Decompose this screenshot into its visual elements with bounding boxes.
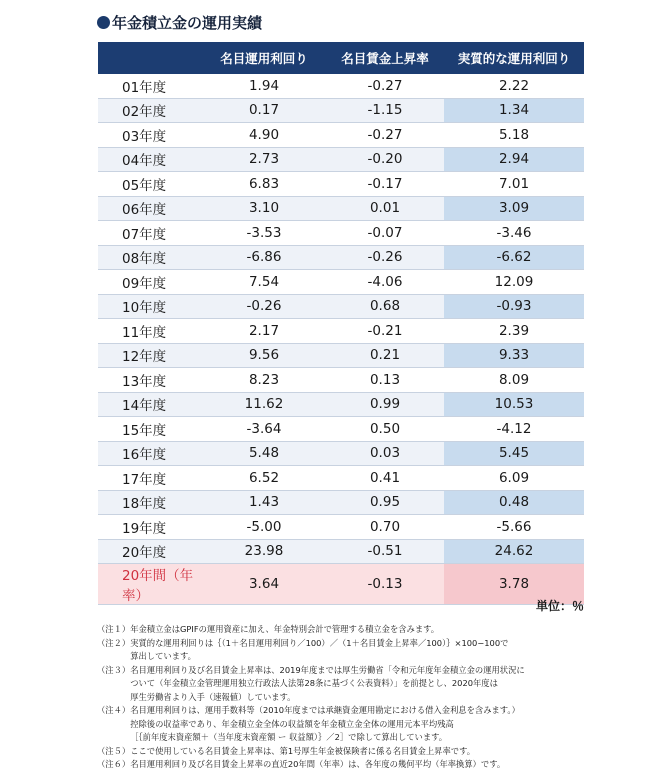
year-cell: 10年度 [98,294,202,319]
footnote-label: （注６） [97,759,131,769]
footnote-text [130,664,597,705]
nominal-return-cell: 23.98 [202,539,326,564]
table-row [98,441,584,466]
total-real-return-cell: 3.78 [444,564,584,605]
footnote-line: ここで使用している名目賃金上昇率は、第1号厚生年金被保険者に係る名目賃金上昇率です。 [130,745,475,756]
year-cell: 08年度 [98,245,202,270]
table-row [98,515,584,540]
footnote-line: 算出しています。 [130,651,196,661]
wage-growth-cell: -0.07 [326,221,444,246]
nominal-return-cell: -5.00 [202,515,326,540]
nominal-return-cell: 1.94 [202,74,326,98]
footnote [97,637,597,664]
real-return-cell: 3.09 [444,196,584,221]
table-row [98,245,584,270]
wage-growth-cell: -0.27 [326,74,444,98]
wage-growth-cell: 0.13 [326,368,444,393]
nominal-return-cell: 6.83 [202,172,326,197]
returns-table [98,42,584,605]
real-return-cell: -4.12 [444,417,584,442]
wage-growth-cell: -0.21 [326,319,444,344]
year-cell: 05年度 [98,172,202,197]
wage-growth-cell: 0.99 [326,392,444,417]
year-cell: 16年度 [98,441,202,466]
table-row [98,417,584,442]
table-row [98,319,584,344]
table-row [98,172,584,197]
real-return-cell: 5.18 [444,123,584,148]
table-row [98,196,584,221]
total-year-cell: 20年間（年率） [98,564,202,605]
year-cell: 04年度 [98,147,202,172]
year-cell: 07年度 [98,221,202,246]
real-return-cell: -5.66 [444,515,584,540]
nominal-return-cell: 6.52 [202,466,326,491]
year-cell: 11年度 [98,319,202,344]
header-wage-growth: 名目賃金上昇率 [326,42,444,74]
wage-growth-cell: 0.03 [326,441,444,466]
total-nominal-return-cell: 3.64 [202,564,326,605]
nominal-return-cell: -3.53 [202,221,326,246]
wage-growth-cell: -0.26 [326,245,444,270]
footnote-text [130,758,597,772]
real-return-cell: 5.45 [444,441,584,466]
total-row [98,564,584,605]
total-wage-growth-cell: -0.13 [326,564,444,605]
nominal-return-cell: 1.43 [202,490,326,515]
bullet-dot-icon [97,16,110,29]
table-row [98,123,584,148]
year-cell: 14年度 [98,392,202,417]
nominal-return-cell: 0.17 [202,98,326,123]
table-row [98,147,584,172]
table-row [98,392,584,417]
nominal-return-cell: 2.17 [202,319,326,344]
page-title-text: 年金積立金の運用実績 [112,14,263,32]
footnote [97,623,597,637]
table-row [98,539,584,564]
footnote-label: （注２） [97,637,131,648]
year-cell: 06年度 [98,196,202,221]
header-real-return: 実質的な運用利回り [444,42,584,74]
nominal-return-cell: -3.64 [202,417,326,442]
wage-growth-cell: -4.06 [326,270,444,295]
wage-growth-cell: -0.20 [326,147,444,172]
footnote [97,664,597,705]
wage-growth-cell: 0.95 [326,490,444,515]
real-return-cell: 10.53 [444,392,584,417]
table-row [98,221,584,246]
year-cell: 12年度 [98,343,202,368]
footnote-label: （注３） [97,664,131,675]
year-cell: 02年度 [98,98,202,123]
footnote-line: 年金積立金はGPIFの運用資産に加え、年金特別会計で管理する積立金を含みます。 [130,624,440,634]
nominal-return-cell: 2.73 [202,147,326,172]
footnote-line: 実質的な運用利回りは｛（1＋名目運用利回り／100）／（1＋名目賃金上昇率／100）｝×100−100で [130,637,509,648]
nominal-return-cell: 9.56 [202,343,326,368]
real-return-cell: 24.62 [444,539,584,564]
table-row [98,466,584,491]
real-return-cell: 9.33 [444,343,584,368]
real-return-cell: -6.62 [444,245,584,270]
footnote-text [130,637,597,664]
footnote-label: （注１） [97,624,131,634]
real-return-cell: 8.09 [444,368,584,393]
footnotes [97,623,597,772]
footnote [97,704,597,745]
table-row [98,74,584,98]
real-return-cell: 0.48 [444,490,584,515]
nominal-return-cell: -6.86 [202,245,326,270]
footnote-text [130,745,597,759]
real-return-cell: -3.46 [444,221,584,246]
wage-growth-cell: -1.15 [326,98,444,123]
footnote-text [130,623,597,637]
wage-growth-cell: 0.21 [326,343,444,368]
real-return-cell: 12.09 [444,270,584,295]
real-return-cell: 2.22 [444,74,584,98]
footnote-line: 厚生労働省より入手（速報値）しています。 [130,691,296,702]
header-nominal-return: 名目運用利回り [202,42,326,74]
real-return-cell: 1.34 [444,98,584,123]
unit-label: 単位：％ [535,599,584,613]
year-cell: 15年度 [98,417,202,442]
table-row [98,294,584,319]
table-row [98,98,584,123]
year-cell: 13年度 [98,368,202,393]
table-row [98,368,584,393]
footnote [97,745,597,759]
footnote-line: 名目運用利回り及び名目賃金上昇率は、2019年度までは厚生労働省「令和元年度年金積立金の運用状況に [130,664,525,675]
footnote-line: ついて（年金積立金管理運用独立行政法人法第28条に基づく公表資料）」を前提とし、2020年度は [130,678,498,688]
wage-growth-cell: 0.41 [326,466,444,491]
wage-growth-cell: 0.70 [326,515,444,540]
nominal-return-cell: 11.62 [202,392,326,417]
year-cell: 19年度 [98,515,202,540]
table-row [98,270,584,295]
wage-growth-cell: 0.50 [326,417,444,442]
wage-growth-cell: -0.17 [326,172,444,197]
page-title [97,12,262,33]
real-return-cell: 7.01 [444,172,584,197]
nominal-return-cell: -0.26 [202,294,326,319]
nominal-return-cell: 7.54 [202,270,326,295]
footnote-line: 名目運用利回りは、運用手数料等（2010年度までは承継資金運用勘定における借入金利息を含みます。） [130,705,520,715]
nominal-return-cell: 5.48 [202,441,326,466]
footnote-line: 名目運用利回り及び名目賃金上昇率の直近20年間（年率）は、各年度の幾何平均（年率換算）です。 [130,759,506,769]
year-cell: 20年度 [98,539,202,564]
year-cell: 09年度 [98,270,202,295]
nominal-return-cell: 4.90 [202,123,326,148]
real-return-cell: 6.09 [444,466,584,491]
table-row [98,490,584,515]
footnote-line: 控除後の収益率であり、年金積立金全体の収益額を年金積立金全体の運用元本平均残高 [130,718,454,729]
wage-growth-cell: -0.27 [326,123,444,148]
year-cell: 17年度 [98,466,202,491]
table-row [98,343,584,368]
real-return-cell: -0.93 [444,294,584,319]
footnote [97,758,597,772]
footnote-label: （注４） [97,705,131,715]
footnote-line: ［｛前年度末資産額＋（当年度末資産額 ー 収益額）｝／2］で除して算出しています。 [130,732,448,742]
wage-growth-cell: 0.68 [326,294,444,319]
nominal-return-cell: 8.23 [202,368,326,393]
nominal-return-cell: 3.10 [202,196,326,221]
table-header [98,42,584,74]
wage-growth-cell: -0.51 [326,539,444,564]
real-return-cell: 2.94 [444,147,584,172]
year-cell: 01年度 [98,74,202,98]
wage-growth-cell: 0.01 [326,196,444,221]
header-year [98,42,202,74]
footnote-label: （注５） [97,745,131,756]
year-cell: 18年度 [98,490,202,515]
real-return-cell: 2.39 [444,319,584,344]
table-body [98,74,584,605]
year-cell: 03年度 [98,123,202,148]
footnote-text [130,704,597,745]
